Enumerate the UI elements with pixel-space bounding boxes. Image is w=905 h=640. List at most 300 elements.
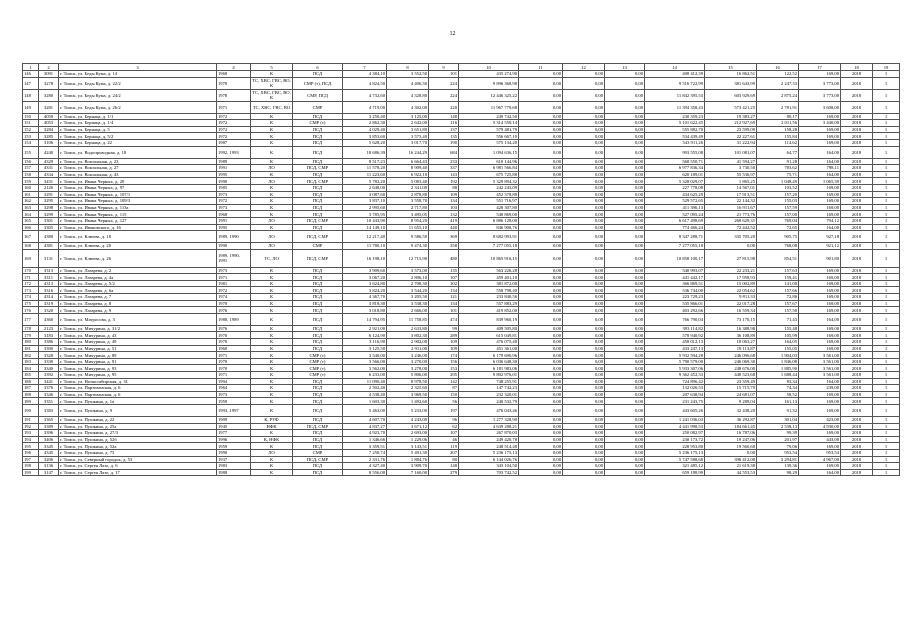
- cell-year: 1960: [217, 345, 251, 352]
- cell-c15: 15 002,89: [705, 280, 757, 287]
- cell-c17: 4 967,00: [799, 456, 841, 463]
- cell-c13: 0,00: [605, 352, 645, 359]
- cell-addr: г. Томск, ул. Сергея Лазо, д. 6: [59, 463, 217, 470]
- cell-id: 4329: [39, 158, 59, 165]
- cell-cost: 9 896 368,98: [459, 77, 519, 89]
- cell-c15: 22 054,62: [705, 287, 757, 294]
- table-row: [23, 204, 900, 211]
- cell-c13: 0,00: [605, 443, 645, 450]
- cell-addr: г. Томск, ул. Лазарева, д. 7: [59, 294, 217, 301]
- cell-works: СМР: [293, 449, 343, 456]
- cell-c13: 0,00: [605, 231, 645, 243]
- cell-id: 4313: [39, 280, 59, 287]
- cell-addr: г. Томск, ул. Вокзальная, д. 23: [59, 158, 217, 165]
- cell-c16: 80,17: [757, 113, 799, 120]
- cell-c15: 31 222,94: [705, 139, 757, 146]
- cell-wall: К: [251, 280, 293, 287]
- cell-cost: 9 802 976,01: [459, 372, 519, 379]
- cell-c19: 1: [873, 339, 900, 346]
- cell-n: 148: [23, 89, 39, 101]
- cell-area: 16 198,10: [343, 249, 387, 267]
- cell-id: 3136: [39, 463, 59, 470]
- cell-c15: 15 715,70: [705, 385, 757, 392]
- cell-c15: 246 096,68: [705, 352, 757, 359]
- cell-c19: 1: [873, 249, 900, 267]
- cell-id: 3346: [39, 391, 59, 398]
- cell-addr: г. Томск, ул. Матросова, д. 3: [59, 313, 217, 325]
- cell-c12: 0,00: [563, 423, 605, 430]
- cell-wall: К: [251, 372, 293, 379]
- cell-area_res: 4 328,80: [387, 89, 429, 101]
- cell-c13: 0,00: [605, 358, 645, 365]
- cell-n: 195: [23, 443, 39, 450]
- cell-c13: 0,00: [605, 191, 645, 198]
- cell-c18: 2018: [841, 191, 873, 198]
- cell-wall: К: [251, 313, 293, 325]
- cell-wall: ЛО: [251, 217, 293, 224]
- table-row: [23, 469, 900, 476]
- cell-addr: г. Томск, ул. Беды Кума, д. 14: [59, 71, 217, 78]
- cell-c13: 0,00: [605, 416, 645, 423]
- cell-c15: 19 383,27: [705, 113, 757, 120]
- cell-addr: г. Томск, ул. Водопроводная, д. 18: [59, 146, 217, 158]
- cell-c18: 2018: [841, 77, 873, 89]
- table-row: [23, 385, 900, 392]
- cell-area: 4 732,60: [343, 89, 387, 101]
- cell-c15: 17 913,51: [705, 191, 757, 198]
- cell-c13: 0,00: [605, 204, 645, 211]
- cell-c18: 2018: [841, 243, 873, 250]
- cell-c17: 169,00: [799, 71, 841, 78]
- cell-c11: 0,00: [519, 423, 563, 430]
- cell-works: ПСД: [293, 300, 343, 307]
- cell-c11: 0,00: [519, 287, 563, 294]
- cell-people: 80: [429, 456, 459, 463]
- cell-c17: 169,00: [799, 463, 841, 470]
- cell-people: 135: [429, 267, 459, 274]
- cell-c18: 2018: [841, 469, 873, 476]
- cell-c18: 2018: [841, 463, 873, 470]
- cell-area: 14 149,10: [343, 224, 387, 231]
- cell-cost: 703 742,52: [459, 469, 519, 476]
- cell-c16: 157,00: [757, 211, 799, 218]
- cell-c14: 250 082,97: [645, 430, 705, 437]
- cell-c17: 3 561,00: [799, 358, 841, 365]
- cell-year: 1970: [217, 339, 251, 346]
- cell-area_res: 7 160,00: [387, 469, 429, 476]
- cell-c19: 1: [873, 158, 900, 165]
- cell-people: 337: [429, 165, 459, 172]
- cell-c19: 1: [873, 178, 900, 185]
- cell-c17: 169,00: [799, 404, 841, 416]
- cell-c15: 18 063,27: [705, 339, 757, 346]
- cell-c17: 169,00: [799, 345, 841, 352]
- cell-c15: 44 553,53: [705, 469, 757, 476]
- header-row: [23, 64, 900, 71]
- cell-works: СМР (т): [293, 352, 343, 359]
- cell-cost: 10 865 916,15: [459, 249, 519, 267]
- cell-area: 3 125,50: [343, 345, 387, 352]
- cell-c12: 0,00: [563, 404, 605, 416]
- cell-people: 148: [429, 463, 459, 470]
- cell-c14: 578 940,92: [645, 332, 705, 339]
- cell-c12: 0,00: [563, 365, 605, 372]
- cell-area: 3 540,00: [343, 352, 387, 359]
- cell-c16: 71,43: [757, 313, 799, 325]
- cell-c19: 1: [873, 463, 900, 470]
- cell-area_res: 2 633,80: [387, 325, 429, 332]
- cell-c12: 0,00: [563, 184, 605, 191]
- cell-area: 6 124,90: [343, 332, 387, 339]
- cell-year: 1973: [217, 191, 251, 198]
- cell-c19: 1: [873, 198, 900, 205]
- column-header: 19: [873, 64, 900, 71]
- cell-c16: 79,06: [757, 443, 799, 450]
- cell-id: 4334: [39, 171, 59, 178]
- cell-c19: 1: [873, 358, 900, 365]
- cell-c19: 1: [873, 443, 900, 450]
- cell-c19: 1: [873, 313, 900, 325]
- cell-c14: 534 439,49: [645, 133, 705, 140]
- cell-c16: 75,71: [757, 171, 799, 178]
- cell-id: 3319: [39, 300, 59, 307]
- cell-works: ПСД: [293, 280, 343, 287]
- cell-cost: 409 505,80: [459, 325, 519, 332]
- cell-people: 96: [429, 416, 459, 423]
- cell-cost: 267 870,03: [459, 430, 519, 437]
- cell-people: 109: [429, 345, 459, 352]
- cell-c14: 766 790,04: [645, 313, 705, 325]
- cell-c16: 103,52: [757, 184, 799, 191]
- cell-area: 11 578,20: [343, 165, 387, 172]
- cell-c17: 164,00: [799, 146, 841, 158]
- cell-wall: К: [251, 404, 293, 416]
- cell-c19: 1: [873, 469, 900, 476]
- cell-c16: 854,51: [757, 249, 799, 267]
- cell-people: 62: [429, 423, 459, 430]
- cell-c15: 27 815,98: [705, 249, 757, 267]
- cell-n: 183: [23, 358, 39, 365]
- cell-c16: 953,54: [757, 449, 799, 456]
- cell-c16: 155,84: [757, 133, 799, 140]
- cell-area_res: 3 573,00: [387, 267, 429, 274]
- cell-wall: К: [251, 294, 293, 301]
- cell-id: 3320: [39, 307, 59, 314]
- cell-addr: г. Томск, ул. Пушкина, д. 73: [59, 449, 217, 456]
- cell-c19: 1: [873, 456, 900, 463]
- cell-addr: г. Томск, ул. Бернаца, д. 5/2: [59, 133, 217, 140]
- cell-c13: 0,00: [605, 198, 645, 205]
- cell-id: 3339: [39, 358, 59, 365]
- table-row: [23, 139, 900, 146]
- cell-c18: 2018: [841, 416, 873, 423]
- cell-year: 1971: [217, 101, 251, 113]
- cell-works: ПСД: [293, 398, 343, 405]
- cell-year: 1981: [217, 280, 251, 287]
- cell-c11: 0,00: [519, 217, 563, 224]
- cell-c17: 3 561,00: [799, 365, 841, 372]
- cell-id: 3305: [39, 224, 59, 231]
- cell-wall: ЛО: [251, 231, 293, 243]
- cell-c17: 798,11: [799, 165, 841, 172]
- cell-c18: 2018: [841, 287, 873, 294]
- cell-c16: 768,08: [757, 243, 799, 250]
- cell-c11: 0,00: [519, 332, 563, 339]
- cell-people: 233: [429, 158, 459, 165]
- cell-c11: 0,00: [519, 391, 563, 398]
- cell-n: 160: [23, 184, 39, 191]
- cell-c17: 169,00: [799, 332, 841, 339]
- cell-cost: 557 883,29: [459, 300, 519, 307]
- column-header: 13: [605, 64, 645, 71]
- cell-cost: 6 886 128,00: [459, 217, 519, 224]
- cell-area_res: 11 758,85: [387, 313, 429, 325]
- cell-id: 3280: [39, 89, 59, 101]
- cell-c13: 0,00: [605, 372, 645, 379]
- cell-c18: 2018: [841, 224, 873, 231]
- cell-c17: 169,00: [799, 184, 841, 191]
- cell-wall: К: [251, 345, 293, 352]
- cell-c14: 441 442,17: [645, 274, 705, 281]
- cell-people: 102: [429, 280, 459, 287]
- cell-c13: 0,00: [605, 463, 645, 470]
- cell-c13: 0,00: [605, 184, 645, 191]
- cell-c12: 0,00: [563, 89, 605, 101]
- cell-area_res: 5 491,30: [387, 449, 429, 456]
- cell-c18: 2018: [841, 372, 873, 379]
- cell-c17: 169,00: [799, 113, 841, 120]
- cell-wall: ЛО: [251, 243, 293, 250]
- cell-wall: К: [251, 267, 293, 274]
- cell-people: 99: [429, 325, 459, 332]
- cell-cost: 451 361,00: [459, 345, 519, 352]
- cell-people: 101: [429, 71, 459, 78]
- cell-c17: 164,00: [799, 171, 841, 178]
- cell-c13: 0,00: [605, 139, 645, 146]
- cell-c13: 0,00: [605, 101, 645, 113]
- cell-c14: 4 441 998,53: [645, 423, 705, 430]
- cell-c15: 18 113,87: [705, 345, 757, 352]
- cell-year: 1972: [217, 133, 251, 140]
- cell-wall: К: [251, 307, 293, 314]
- cell-c11: 0,00: [519, 191, 563, 198]
- cell-addr: г. Томск, ул. Ивана Черных, д. 127: [59, 217, 217, 224]
- cell-c15: 32 438,20: [705, 404, 757, 416]
- cell-c18: 2018: [841, 211, 873, 218]
- cell-addr: г. Томск, ул. Пушкина, д. 25а: [59, 423, 217, 430]
- cell-area: 5 782,20: [343, 178, 387, 185]
- cell-cost: 558 798,40: [459, 287, 519, 294]
- cell-c19: 1: [873, 204, 900, 211]
- cell-c12: 0,00: [563, 158, 605, 165]
- table-row: [23, 391, 900, 398]
- cell-works: ПСД: [293, 146, 343, 158]
- cell-n: 153: [23, 133, 39, 140]
- cell-addr: г. Томск, ул. Мичурина, д. 43: [59, 332, 217, 339]
- table-row: [23, 178, 900, 185]
- cell-people: 116: [429, 120, 459, 127]
- cell-c16: 74,34: [757, 385, 799, 392]
- cell-c12: 0,00: [563, 313, 605, 325]
- cell-c15: 0,00: [705, 449, 757, 456]
- cell-n: 164: [23, 211, 39, 218]
- cell-c15: 36 108,89: [705, 332, 757, 339]
- cell-c17: 164,00: [799, 469, 841, 476]
- cell-c17: 169,00: [799, 133, 841, 140]
- cell-n: 163: [23, 204, 39, 211]
- cell-works: ПСД: [293, 171, 343, 178]
- cell-n: 194: [23, 436, 39, 443]
- cell-c11: 0,00: [519, 71, 563, 78]
- cell-n: 151: [23, 120, 39, 127]
- cell-n: 155: [23, 146, 39, 158]
- table-row: [23, 358, 900, 365]
- column-header: 10: [459, 64, 519, 71]
- cell-area_res: 11 655,10: [387, 224, 429, 231]
- cell-c15: 19 247,06: [705, 436, 757, 443]
- cell-cost: 249 742,50: [459, 113, 519, 120]
- cell-n: 185: [23, 372, 39, 379]
- column-header: 14: [645, 64, 705, 71]
- cell-year: 1972: [217, 287, 251, 294]
- cell-c16: 158,28: [757, 126, 799, 133]
- cell-c12: 0,00: [563, 449, 605, 456]
- cell-c13: 0,00: [605, 423, 645, 430]
- cell-cost: 12 446 325,22: [459, 89, 519, 101]
- cell-c15: 22 017,28: [705, 300, 757, 307]
- cell-c19: 1: [873, 224, 900, 231]
- cell-c11: 0,00: [519, 126, 563, 133]
- cell-c17: 169,00: [799, 204, 841, 211]
- cell-c14: 535 866,01: [645, 300, 705, 307]
- cell-wall: К: [251, 469, 293, 476]
- cell-c19: 1: [873, 146, 900, 158]
- cell-year: 1991: [217, 165, 251, 172]
- cell-c14: 223 729,23: [645, 294, 705, 301]
- cell-c14: 8 347 288,71: [645, 231, 705, 243]
- cell-c18: 2018: [841, 339, 873, 346]
- cell-wall: К: [251, 300, 293, 307]
- cell-c13: 0,00: [605, 385, 645, 392]
- cell-c13: 0,00: [605, 436, 645, 443]
- cell-area_res: 3 969,50: [387, 391, 429, 398]
- cell-wall: К: [251, 352, 293, 359]
- cell-c16: 159,41: [757, 274, 799, 281]
- cell-id: 3299: [39, 211, 59, 218]
- cell-year: 1988: [217, 469, 251, 476]
- cell-people: 279: [429, 469, 459, 476]
- cell-c13: 0,00: [605, 77, 645, 89]
- cell-cost: 1 277 328,90: [459, 416, 519, 423]
- cell-c12: 0,00: [563, 243, 605, 250]
- cell-c15: 0,00: [705, 243, 757, 250]
- table-row: [23, 71, 900, 78]
- cell-c11: 0,00: [519, 113, 563, 120]
- cell-wall: К: [251, 391, 293, 398]
- cell-c11: 0,00: [519, 184, 563, 191]
- cell-n: 149: [23, 101, 39, 113]
- cell-c14: 543 911,26: [645, 139, 705, 146]
- cell-works: ПСД: [293, 339, 343, 346]
- cell-area_res: 3 909,70: [387, 463, 429, 470]
- cell-area: 7 250,74: [343, 449, 387, 456]
- cell-c12: 0,00: [563, 71, 605, 78]
- cell-c17: 169,00: [799, 443, 841, 450]
- cell-addr: г. Томск, ул. Бернаца, д. 1/4: [59, 120, 217, 127]
- cell-wall: К: [251, 191, 293, 198]
- cell-id: 3313: [39, 267, 59, 274]
- cell-people: 480: [429, 249, 459, 267]
- cell-c13: 0,00: [605, 378, 645, 385]
- cell-c11: 0,00: [519, 165, 563, 172]
- cell-c16: 157,63: [757, 267, 799, 274]
- cell-cost: 11 967 779,68: [459, 101, 519, 113]
- cell-works: ПСД: [293, 378, 343, 385]
- table-row: [23, 436, 900, 443]
- cell-c18: 2018: [841, 267, 873, 274]
- cell-c18: 2018: [841, 423, 873, 430]
- cell-c15: 268 629,31: [705, 217, 757, 224]
- cell-area: 3 018,80: [343, 307, 387, 314]
- cell-id: 3091: [39, 71, 59, 78]
- cell-c12: 0,00: [563, 443, 605, 450]
- cell-c19: 1: [873, 404, 900, 416]
- cell-c18: 2018: [841, 430, 873, 437]
- cell-cost: 6 181 983,06: [459, 365, 519, 372]
- cell-c16: 155,05: [757, 345, 799, 352]
- cell-year: 1976: [217, 307, 251, 314]
- cell-c17: 169,00: [799, 391, 841, 398]
- cell-people: 143: [429, 171, 459, 178]
- cell-c18: 2018: [841, 165, 873, 172]
- cell-c16: 91,28: [757, 158, 799, 165]
- cell-c13: 0,00: [605, 365, 645, 372]
- cell-area_res: 2 806,10: [387, 274, 429, 281]
- cell-addr: г. Томск, ул. Мичурина, д. 91: [59, 358, 217, 365]
- cell-c12: 0,00: [563, 146, 605, 158]
- cell-c12: 0,00: [563, 267, 605, 274]
- table-row: [23, 332, 900, 339]
- cell-id: 3147: [39, 469, 59, 476]
- cell-addr: г. Томск, ул. Бернаца, д. 1/1: [59, 113, 217, 120]
- cell-c16: 164,05: [757, 339, 799, 346]
- cell-c13: 0,00: [605, 398, 645, 405]
- cell-area_res: 8 909,40: [387, 165, 429, 172]
- table-row: [23, 249, 900, 267]
- cell-area: 6 233,00: [343, 372, 387, 379]
- cell-c11: 0,00: [519, 243, 563, 250]
- cell-area_res: 2 708,30: [387, 280, 429, 287]
- cell-id: 3390: [39, 345, 59, 352]
- cell-year: 1970: [217, 358, 251, 365]
- cell-works: ПСД: [293, 430, 343, 437]
- cell-c12: 0,00: [563, 217, 605, 224]
- cell-id: 3281: [39, 101, 59, 113]
- cell-wall: К, НФК: [251, 436, 293, 443]
- cell-area: 2 502,40: [343, 385, 387, 392]
- cell-addr: г. Томск, ул. Беды Кума, д. 22/2: [59, 77, 217, 89]
- cell-id: 3345: [39, 443, 59, 450]
- cell-cost: 748 255,91: [459, 378, 519, 385]
- cell-id: 4360: [39, 313, 59, 325]
- cell-n: 181: [23, 345, 39, 352]
- cell-n: 177: [23, 313, 39, 325]
- cell-c14: 458 012,13: [645, 339, 705, 346]
- cell-people: 87: [429, 385, 459, 392]
- cell-cost: 7 277 055,18: [459, 243, 519, 250]
- cell-c13: 0,00: [605, 120, 645, 127]
- cell-c18: 2018: [841, 300, 873, 307]
